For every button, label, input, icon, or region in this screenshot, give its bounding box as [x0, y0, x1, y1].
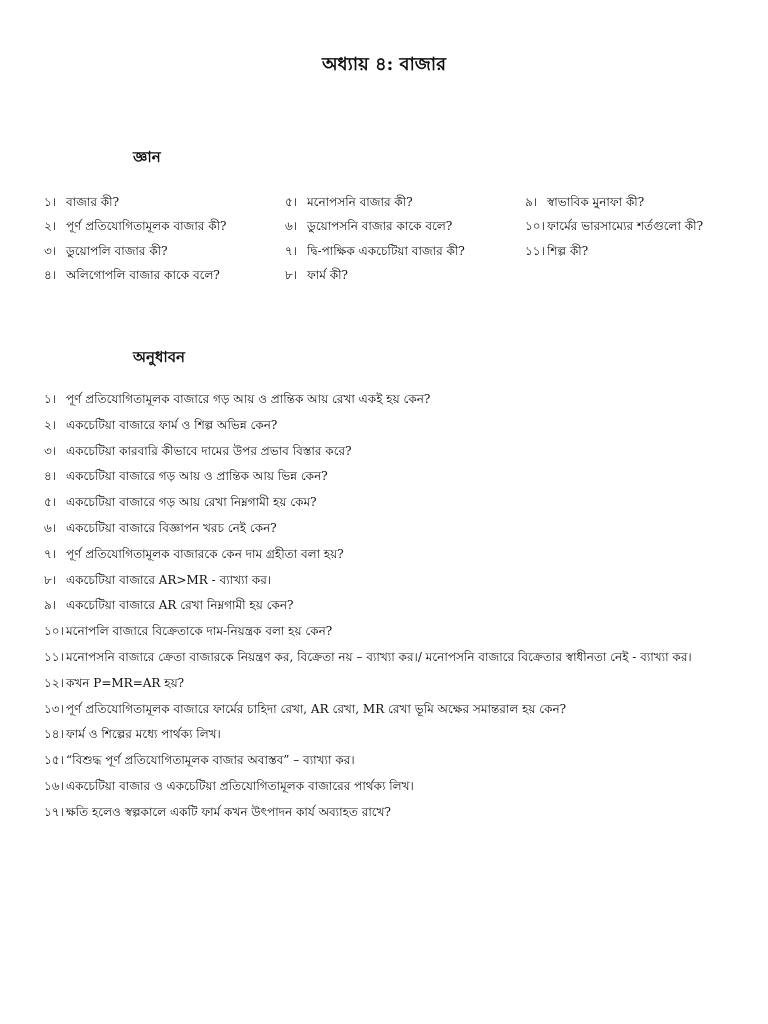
- question-item: [44, 516, 692, 542]
- question-text: ফার্ম কী?: [307, 267, 348, 282]
- question-text: ক্ষতি হলেও স্বল্পকালে একটি ফার্ম কখন উৎপাদন কার্য অব্যাহত রাখে?: [66, 804, 391, 819]
- question-item: [44, 800, 692, 826]
- question-text: একচেটিয়া বাজারে AR>MR - ব্যাখ্যা কর।: [66, 572, 272, 587]
- question-text: দ্বি-পাক্ষিক একচেটিয়া বাজার কী?: [307, 243, 465, 258]
- question-text: মনোপলি বাজারে বিক্রেতাকে দাম-নিয়ন্ত্রক বলা হয় কেন?: [66, 624, 333, 639]
- question-number: ৫।: [44, 495, 57, 510]
- question-item: [44, 542, 692, 568]
- question-number: ৩।: [44, 243, 57, 258]
- question-item: [44, 568, 692, 594]
- question-item: [285, 239, 465, 263]
- question-item: [525, 239, 703, 263]
- question-text: ফার্মের ভারসাম্যের শর্তগুলো কী?: [547, 219, 704, 234]
- question-item: [44, 464, 692, 490]
- question-item: [44, 239, 226, 263]
- page-title: অধ্যায় ৪: বাজার: [321, 54, 447, 75]
- question-item: [44, 593, 692, 619]
- question-item: [525, 190, 703, 214]
- question-text: একচেটিয়া বাজার ও একচেটিয়া প্রতিযোগিতামূলক বাজারের পার্থক্য লিখ।: [66, 778, 414, 793]
- question-number: ১১।: [44, 649, 64, 664]
- question-text: পূর্ণ প্রতিযোগিতামূলক বাজার কী?: [66, 219, 227, 234]
- question-text: ডুয়োপসনি বাজার কাকে বলে?: [307, 219, 453, 234]
- question-text: কখন P=MR=AR হয়?: [66, 675, 185, 690]
- question-text: পূর্ণ প্রতিযোগিতামূলক বাজারে গড় আয় ও প্রান্তিক আয় রেখা একই হয় কেন?: [66, 392, 431, 406]
- question-number: ১।: [44, 392, 57, 406]
- question-item: [525, 214, 703, 238]
- question-item: [44, 439, 692, 465]
- question-item: [44, 190, 226, 214]
- question-number: ৭।: [285, 243, 298, 258]
- question-text: বাজার কী?: [66, 195, 120, 209]
- question-item: [44, 645, 692, 671]
- question-number: ৪।: [44, 469, 57, 484]
- question-item: [44, 748, 692, 774]
- question-text: “বিশুদ্ধ পূর্ণ প্রতিযোগিতামূলক বাজার অবাস্তব” – ব্যাখ্যা কর।: [66, 753, 355, 768]
- question-number: ২।: [44, 219, 57, 234]
- question-item: [44, 697, 692, 723]
- question-item: [44, 774, 692, 800]
- question-number: ৬।: [44, 520, 57, 535]
- knowledge-column-3: [525, 190, 703, 263]
- question-text: একচেটিয়া কারবারি কীভাবে দামের উপর প্রভাব বিস্তার করে?: [66, 443, 352, 458]
- question-text: মনোপসনি বাজার কী?: [307, 195, 413, 209]
- knowledge-column-2: [285, 190, 465, 287]
- question-number: ১৩।: [44, 701, 64, 716]
- question-item: [44, 214, 226, 238]
- question-item: [44, 722, 692, 748]
- question-text: ডুয়োপলি বাজার কী?: [66, 243, 168, 258]
- question-text: পূর্ণ প্রতিযোগিতামূলক বাজারে ফার্মের চাহিদা রেখা, AR রেখা, MR রেখা ভূমি অক্ষের সমান্তরাল হয় কেন?: [66, 701, 567, 716]
- question-number: ১০।: [525, 219, 545, 234]
- question-item: [44, 263, 226, 287]
- question-number: ১২।: [44, 675, 64, 690]
- question-number: ১৬।: [44, 778, 64, 793]
- question-text: অলিগোপলি বাজার কাকে বলে?: [66, 267, 220, 282]
- question-item: [44, 619, 692, 645]
- question-number: ২।: [44, 417, 57, 432]
- question-text: একচেটিয়া বাজারে গড় আয় ও প্রান্তিক আয় ভিন্ন কেন?: [66, 469, 328, 484]
- question-number: ১৭।: [44, 804, 64, 819]
- question-item: [285, 214, 465, 238]
- question-item: [285, 263, 465, 287]
- question-text: একচেটিয়া বাজারে AR রেখা নিম্নগামী হয় কেন?: [66, 598, 294, 613]
- question-number: ৫।: [285, 195, 298, 209]
- question-text: একচেটিয়া বাজারে গড় আয় রেখা নিম্নগামী হয় কেম?: [66, 495, 317, 510]
- comprehension-list: [44, 387, 692, 826]
- question-item: [285, 190, 465, 214]
- question-text: একচেটিয়া বাজারে ফার্ম ও শিল্প অভিন্ন কেন?: [66, 417, 278, 432]
- question-text: মনোপসনি বাজারে ক্রেতা বাজারকে নিয়ন্ত্রণ কর, বিক্রেতা নয় – ব্যাখ্যা কর।/ মনোপসনি বাজারে বিক্রেতার স্বাধীনতা নেই - ব্যাখ্যা কর।: [66, 649, 692, 664]
- question-number: ১০।: [44, 624, 64, 639]
- question-number: ৮।: [44, 572, 57, 587]
- question-item: [44, 490, 692, 516]
- question-number: ৪।: [44, 267, 57, 282]
- question-text: শিল্প কী?: [547, 243, 589, 258]
- knowledge-column-1: [44, 190, 226, 287]
- question-item: [44, 413, 692, 439]
- question-number: ৮।: [285, 267, 298, 282]
- question-number: ৯।: [525, 195, 538, 209]
- question-number: ১১।: [525, 243, 545, 258]
- question-text: ফার্ম ও শিল্পের মধ্যে পার্থক্য লিখ।: [66, 727, 221, 742]
- question-number: ১।: [44, 195, 57, 209]
- question-number: ৩।: [44, 443, 57, 458]
- question-item: [44, 387, 692, 413]
- question-text: একচেটিয়া বাজারে বিজ্ঞাপন খরচ নেই কেন?: [66, 520, 277, 535]
- question-number: ১৪।: [44, 727, 64, 742]
- question-number: ৬।: [285, 219, 298, 234]
- comprehension-heading: অনুধাবন: [133, 348, 186, 366]
- question-text: পূর্ণ প্রতিযোগিতামূলক বাজারকে কেন দাম গ্রহীতা বলা হয়?: [66, 546, 344, 561]
- knowledge-heading: জ্ঞান: [133, 148, 161, 166]
- question-number: ৯।: [44, 598, 57, 613]
- question-item: [44, 671, 692, 697]
- question-text: স্বাভাবিক মুনাফা কী?: [547, 195, 645, 209]
- question-number: ১৫।: [44, 753, 64, 768]
- question-number: ৭।: [44, 546, 57, 561]
